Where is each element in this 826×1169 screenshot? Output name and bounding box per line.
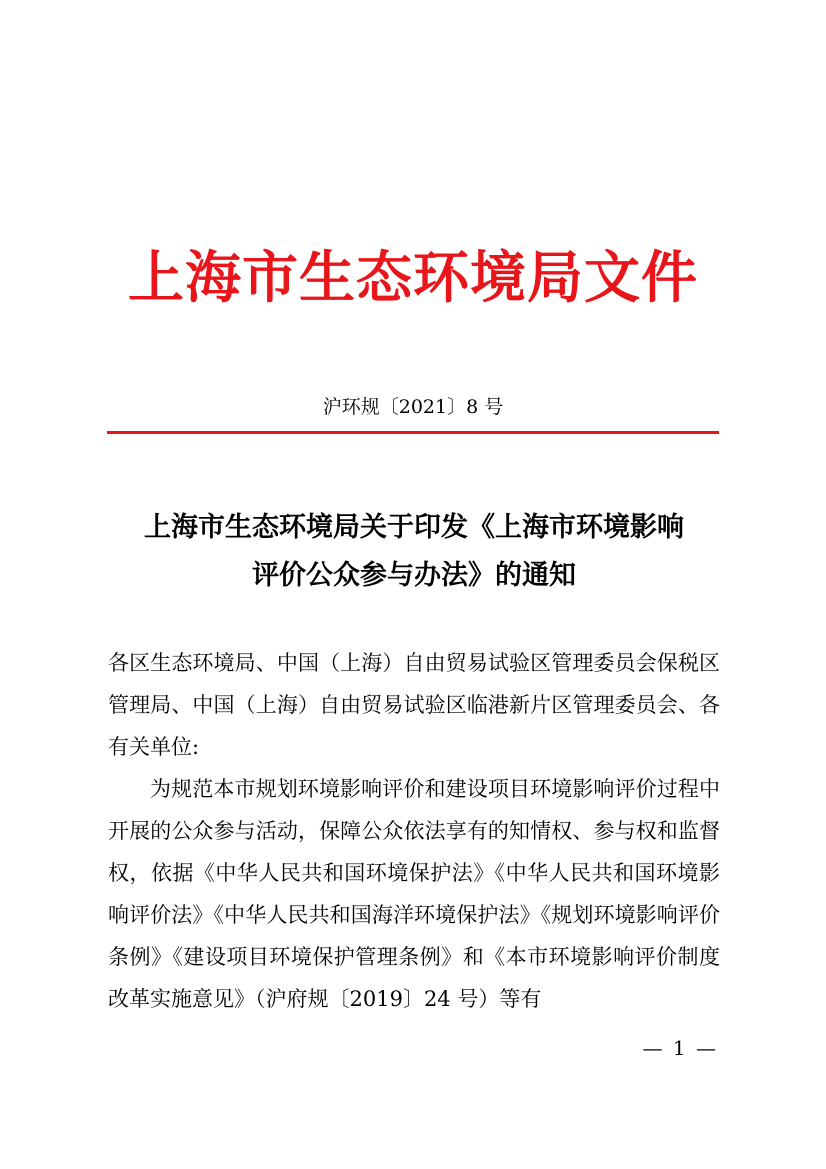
document-body xyxy=(108,642,720,1020)
addressees-paragraph: 各区生态环境局、中国（上海）自由贸易试验区管理委员会保税区管理局、中国（上海）自由贸易试验区临港新片区管理委员会、各有关单位: xyxy=(108,651,720,759)
notice-title xyxy=(108,504,720,600)
document-number: 沪环规〔2021〕8 号 xyxy=(322,396,504,418)
red-divider-line xyxy=(107,431,719,434)
notice-title-line-1: 上海市生态环境局关于印发《上海市环境影响 xyxy=(144,512,684,543)
body-paragraph-1: 为规范本市规划环境影响评价和建设项目环境影响评价过程中开展的公众参与活动，保障公众依法享有的知情权、参与权和监督权，依据《中华人民共和国环境保护法》《中华人民共和国环境影响评价法》《中华人民共和国海洋环境保护法》《规划环境影响评价条例》《建设项目环境保护管理条例》和《本市环境影响评价制度改革实施意见》（沪府规〔2019〕24 号）等有 xyxy=(108,777,720,1011)
notice-title-line-2: 评价公众参与办法》的通知 xyxy=(252,560,576,591)
document-header-title: 上海市生态环境局文件 xyxy=(128,245,698,311)
page-number: — 1 — xyxy=(642,1036,718,1060)
